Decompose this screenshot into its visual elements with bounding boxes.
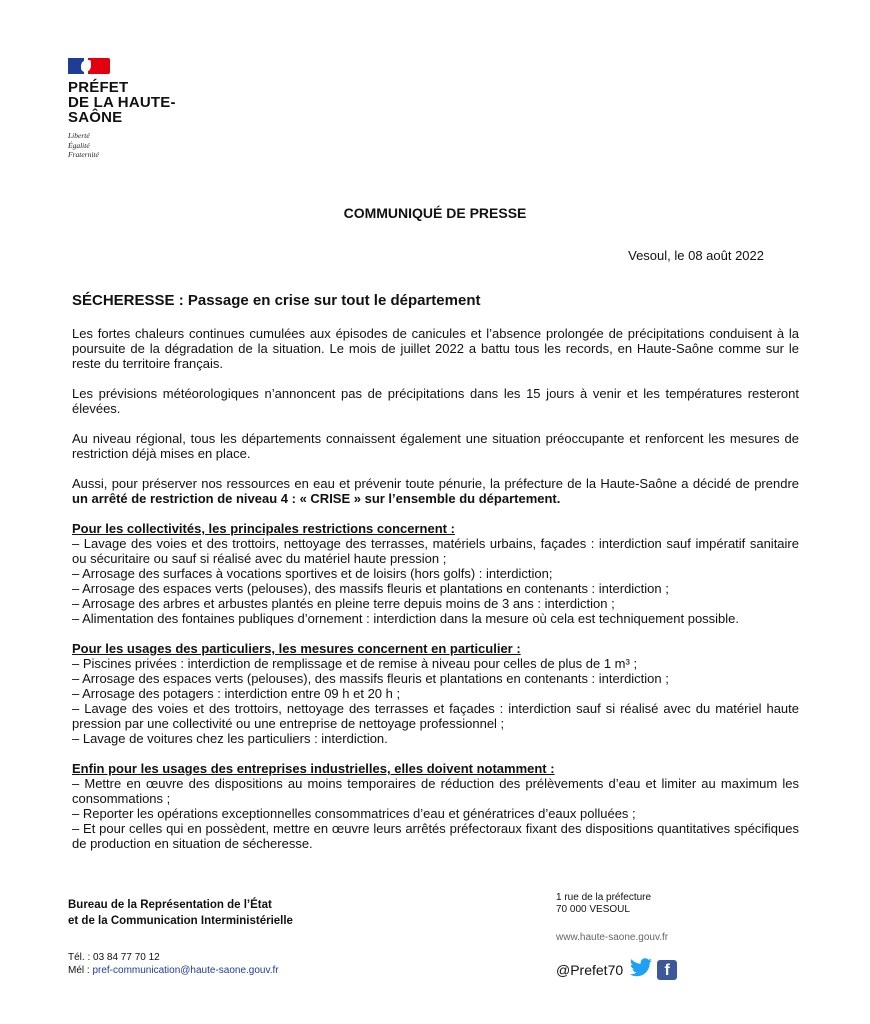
decision-text: Aussi, pour préserver nos ressources en eau et prévenir toute pénurie, la préfecture de la Haute-Saône a décidé de prendre [72,476,799,491]
list-item: – Mettre en œuvre des dispositions au moins temporaires de réduction des prélèvements d’eau et limiter au maximum les consommations ; [72,776,799,806]
motto-liberte: Liberté [68,131,90,140]
email-link[interactable]: pref-communication@haute-saone.gouv.fr [92,965,279,976]
social-handle: @Prefet70 [556,962,624,978]
press-release-body [72,292,799,866]
section-title: Enfin pour les usages des entreprises industrielles, elles doivent notamment : [72,761,555,776]
list-item: – Arrosage des surfaces à vocations sportives et de loisirs (hors golfs) : interdiction; [72,566,553,581]
document-date: Vesoul, le 08 août 2022 [628,248,764,263]
headline: SÉCHERESSE : Passage en crise sur tout le département [72,292,481,309]
footer-address [556,892,677,982]
section-collectivites [72,521,799,626]
bureau-line-1: Bureau de la Représentation de l’État [68,899,272,911]
motto-fraternite: Fraternité [68,150,99,159]
section-title: Pour les collectivités, les principales restrictions concernent : [72,521,455,536]
social-links [556,958,677,982]
email-line [68,964,293,977]
email-label: Mél : [68,965,93,976]
list-item: – Lavage des voies et des trottoirs, nettoyage des terrasses, matériels urbains, façades : interdiction sauf impératif sanitaire ou sécuritaire ou sauf si réalisé avec du matériel haute pression ; [72,536,799,566]
list-item: – Arrosage des espaces verts (pelouses), des massifs fleuris et plantations en contenants : interdiction ; [72,581,669,596]
paragraph-3: Au niveau régional, tous les départements connaissent également une situation préoccupante et renforcent les mesures de restriction déjà mises en place. [72,431,799,461]
footer-contact [68,897,293,977]
decision-paragraph [72,476,799,506]
list-item: – Alimentation des fontaines publiques d’ornement : interdiction dans la mesure où cela est techniquement possible. [72,611,740,626]
list-item: – Arrosage des arbres et arbustes plantés en pleine terre depuis moins de 3 ans : interdiction ; [72,596,615,611]
address-line-1: 1 rue de la préfecture [556,892,652,903]
prefet-line-1: PRÉFET [68,79,129,96]
section-particuliers [72,641,799,746]
section-title: Pour les usages des particuliers, les mesures concernent en particulier : [72,641,521,656]
phone-number: Tél. : 03 84 77 70 12 [68,952,160,963]
paragraph-2: Les prévisions météorologiques n’annoncent pas de précipitations dans les 15 jours à venir et les températures resteront élevées. [72,386,799,416]
prefet-line-2: DE LA HAUTE- [68,94,176,111]
marianne-flag-icon [68,58,110,74]
list-item: – Arrosage des espaces verts (pelouses), des massifs fleuris et plantations en contenants : interdiction ; [72,671,669,686]
republic-motto [68,131,176,160]
website-link[interactable]: www.haute-saone.gouv.fr [556,932,669,943]
list-item: – Arrosage des potagers : interdiction entre 09 h et 20 h ; [72,686,401,701]
bureau-line-2: et de la Communication Interministérielle [68,915,293,927]
list-item: – Lavage de voitures chez les particuliers : interdiction. [72,731,388,746]
facebook-icon[interactable]: f [657,960,677,980]
decision-bold-text: un arrêté de restriction de niveau 4 : « CRISE » sur l’ensemble du département. [72,491,561,506]
address-line-2: 70 000 VESOUL [556,904,630,915]
list-item: – Et pour celles qui en possèdent, mettre en œuvre leurs arrêtés préfectoraux fixant des dispositions quantitatives spécifiques de production en situation de sécheresse. [72,821,799,851]
prefet-line-3: SAÔNE [68,109,123,126]
list-item: – Piscines privées : interdiction de remplissage et de remise à niveau pour celles de plus de 1 m³ ; [72,656,638,671]
motto-egalite: Égalité [68,140,90,150]
section-entreprises [72,761,799,851]
paragraph-1: Les fortes chaleurs continues cumulées aux épisodes de canicules et l’absence prolongée de précipitations conduisent à la poursuite de la dégradation de la situation. Le mois de juillet 2022 a battu tous les records, en Haute-Saône comme sur le reste du territoire français. [72,326,799,371]
contact-details [68,951,293,977]
document-title: COMMUNIQUÉ DE PRESSE [343,205,527,221]
twitter-icon[interactable] [629,958,653,982]
prefecture-logo [68,58,176,160]
list-item: – Lavage des voies et des trottoirs, nettoyage des terrasses et façades : interdiction sauf si réalisé avec du matériel haute pression par une collectivité ou une entreprise de nettoyage professionnel ; [72,701,799,731]
list-item: – Reporter les opérations exceptionnelles consommatrices d’eau et génératrices d’eaux polluées ; [72,806,636,821]
